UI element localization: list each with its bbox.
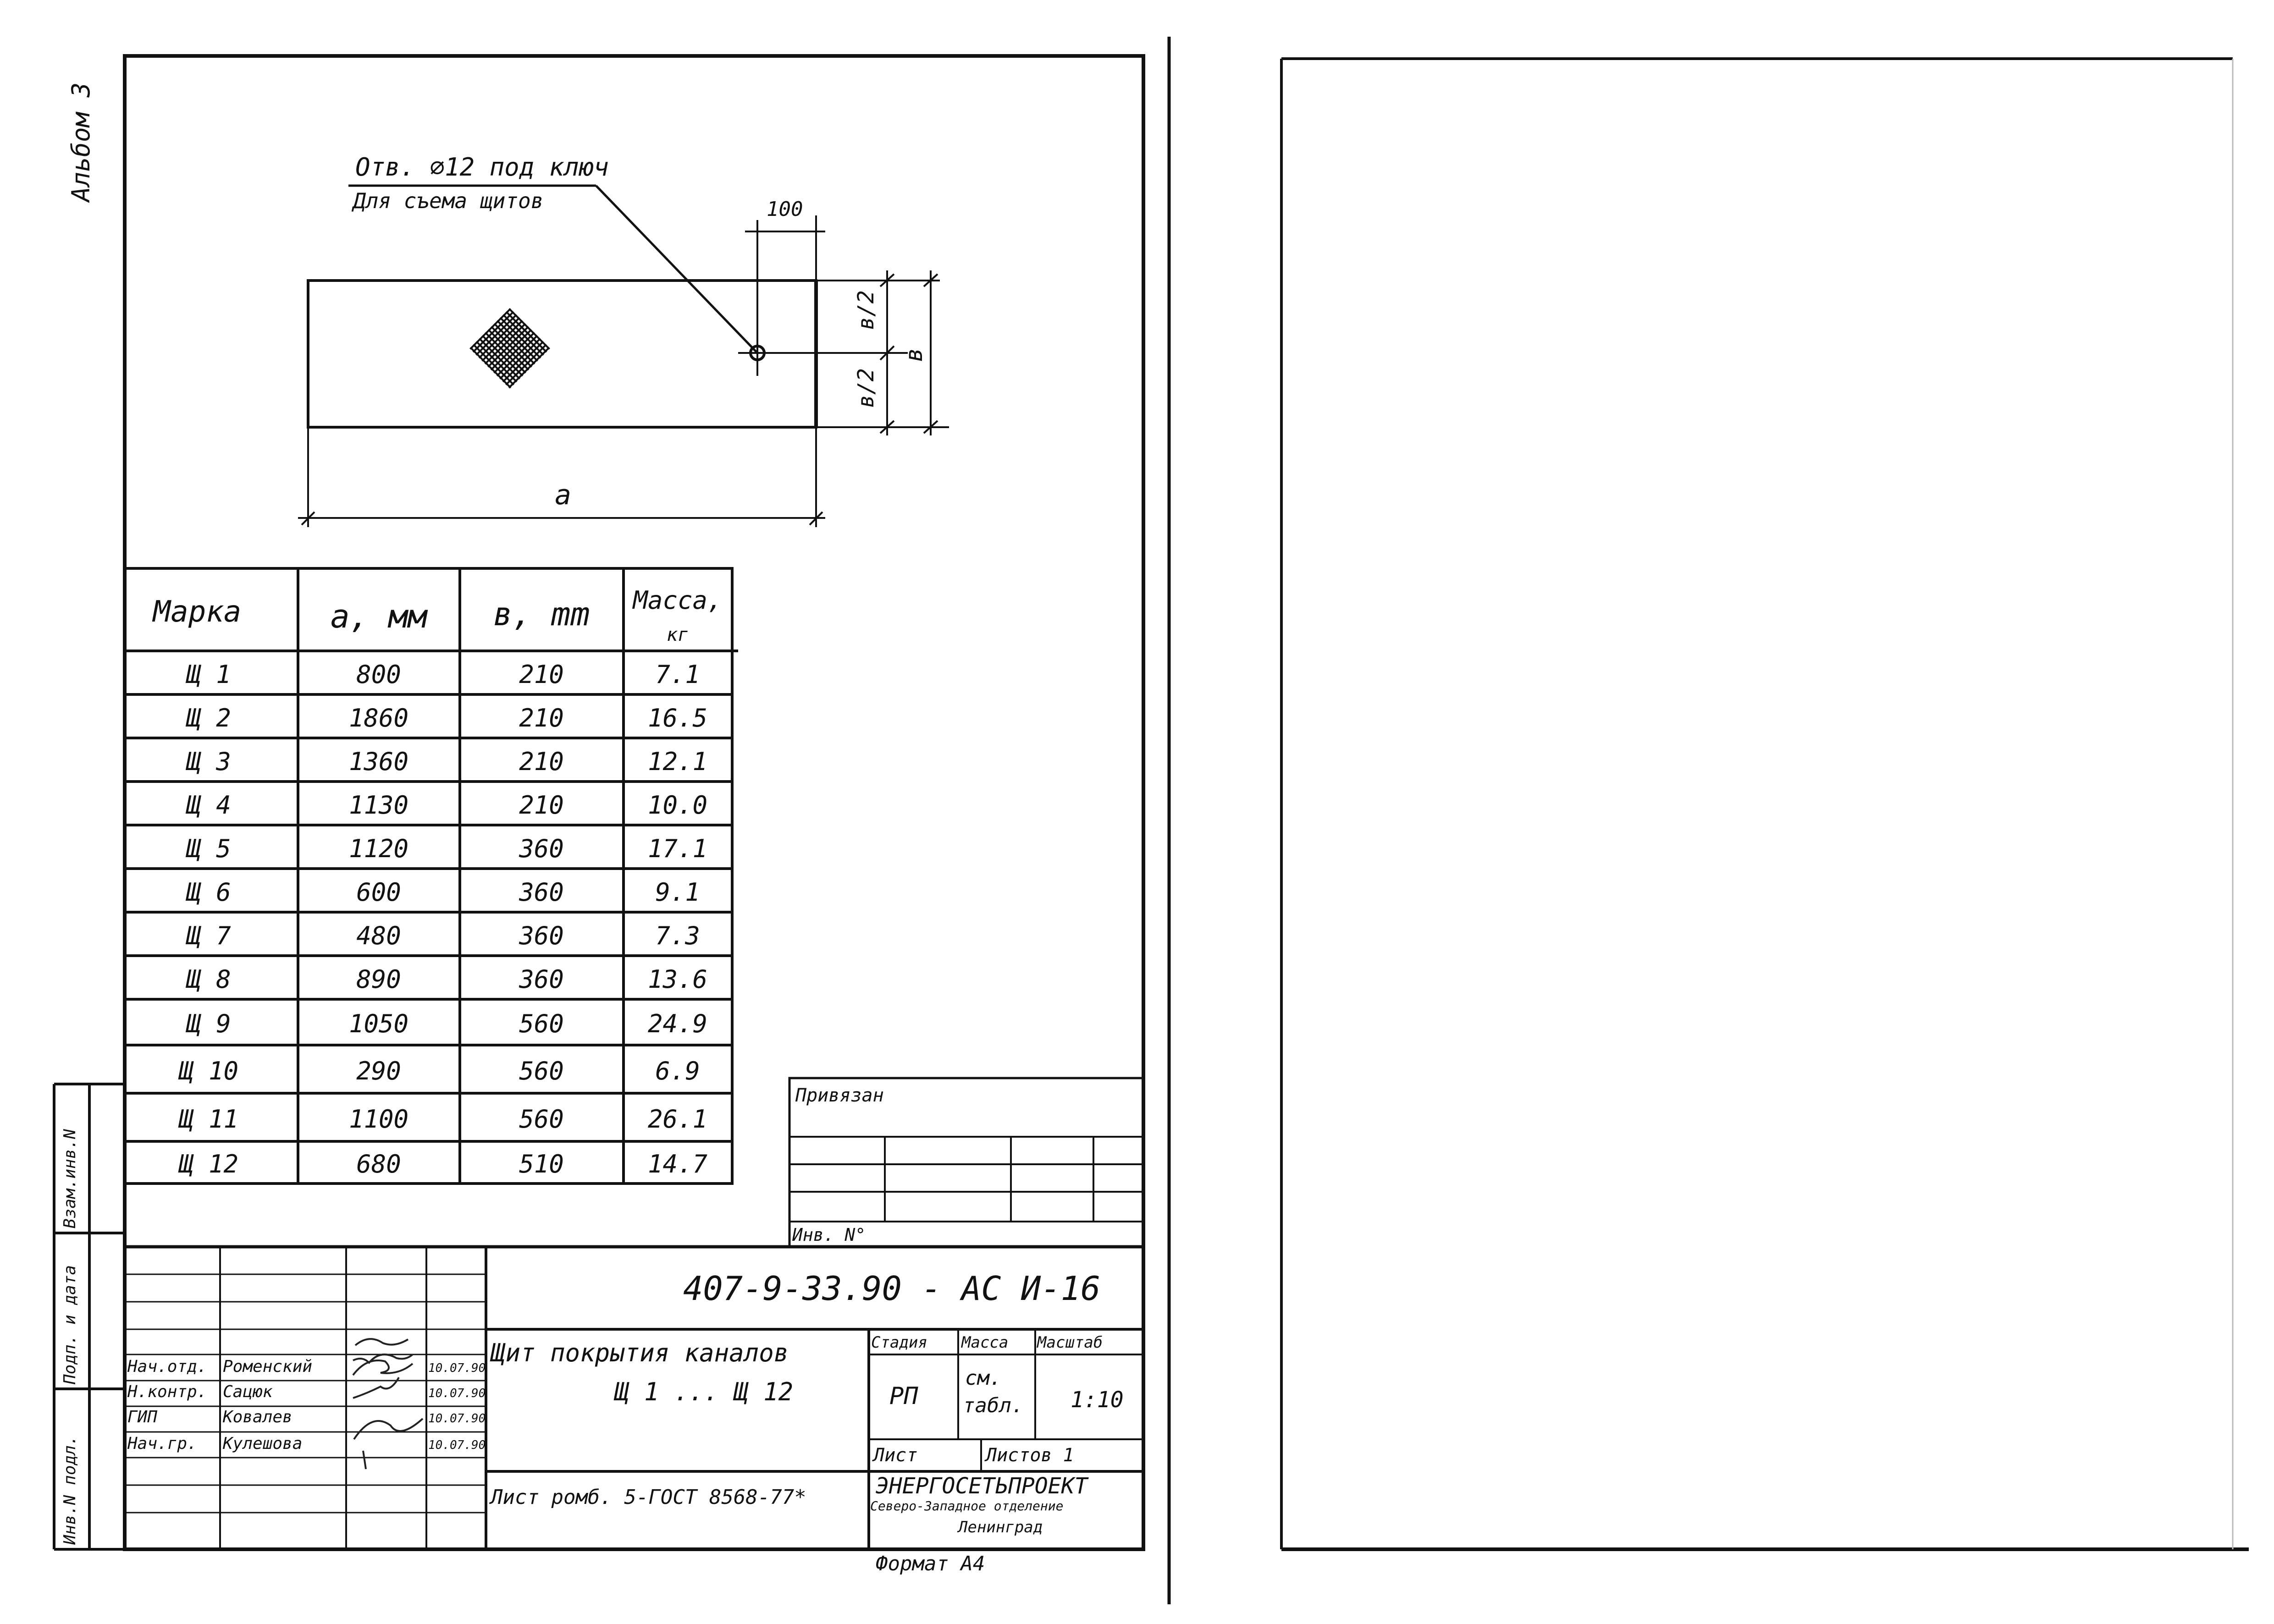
table-cell-mass: 7.1 <box>655 660 700 689</box>
organization-line3: Ленинград <box>958 1518 1043 1536</box>
stamp-label-inv: Инв.N подл. <box>61 1435 79 1545</box>
table-cell-mass: 17.1 <box>647 834 708 863</box>
header-a: а, мм <box>330 598 427 635</box>
table-cell-a: 1100 <box>348 1104 409 1134</box>
table-cell-mass: 10.0 <box>647 790 708 820</box>
table-cell-a: 1860 <box>348 703 409 732</box>
table-cell-mark: Щ 4 <box>186 790 231 820</box>
signature-date: 10.07.90 <box>428 1412 486 1426</box>
sheet-label: Лист <box>873 1445 918 1466</box>
table-cell-b: 210 <box>519 660 564 689</box>
organization-line1: ЭНЕРГОСЕТЬПРОЕКТ <box>876 1473 1088 1499</box>
table-cell-mass: 24.9 <box>647 1009 708 1038</box>
table-cell-mass: 13.6 <box>647 964 708 994</box>
table-cell-mass: 12.1 <box>647 747 708 776</box>
table-cell-b: 560 <box>519 1056 564 1085</box>
signature-name: Кулешова <box>223 1434 303 1453</box>
table-cell-b: 360 <box>519 834 564 863</box>
signature-date: 10.07.90 <box>428 1387 486 1400</box>
signature-role: ГИП <box>127 1408 158 1426</box>
stage-value: РП <box>889 1382 918 1410</box>
dim-b-label: в <box>900 347 928 362</box>
table-cell-a: 600 <box>356 877 401 907</box>
table-cell-a: 890 <box>356 964 401 994</box>
album-label: Альбом 3 <box>66 82 95 202</box>
table-cell-a: 1050 <box>348 1009 409 1038</box>
dim-b-half-bottom-label: в/2 <box>853 368 879 408</box>
table-cell-b: 560 <box>519 1104 564 1134</box>
table-cell-b: 210 <box>519 703 564 732</box>
document-name-line2: Щ 1 ... Щ 12 <box>614 1377 794 1406</box>
table-cell-b: 360 <box>519 964 564 994</box>
table-cell-mass: 16.5 <box>647 703 708 732</box>
table-cell-b: 360 <box>519 921 564 950</box>
signature-name: Ковалев <box>223 1408 293 1426</box>
privyazan-inv: Инв. N° <box>792 1225 866 1245</box>
signature-role: Н.контр. <box>127 1382 207 1401</box>
signature-scribbles <box>353 1339 423 1469</box>
table-cell-mark: Щ 6 <box>186 877 231 907</box>
table-cell-mark: Щ 10 <box>178 1056 239 1085</box>
sheets-label: Листов 1 <box>986 1445 1074 1466</box>
table-cell-mass: 26.1 <box>647 1104 708 1134</box>
mass-value-line1: см. <box>965 1366 1002 1390</box>
scale-header: Масштаб <box>1037 1333 1103 1352</box>
table-cell-mark: Щ 3 <box>186 747 231 776</box>
signature-name: Сацюк <box>223 1382 273 1401</box>
table-cell-mark: Щ 11 <box>178 1104 239 1134</box>
table-cell-mark: Щ 12 <box>178 1150 239 1178</box>
organization-line2: Северо-Западное отделение <box>870 1498 1064 1514</box>
table-cell-b: 560 <box>519 1009 564 1038</box>
note-leader <box>596 186 757 353</box>
table-cell-mark: Щ 8 <box>186 964 231 994</box>
signature-name: Роменский <box>223 1357 313 1376</box>
table-cell-b: 210 <box>519 747 564 776</box>
document-name-line1: Щит покрытия каналов <box>491 1338 789 1367</box>
stage-header: Стадия <box>871 1333 927 1352</box>
signature-date: 10.07.90 <box>428 1438 486 1452</box>
dim-a-label: а <box>555 479 572 511</box>
table-cell-mark: Щ 9 <box>186 1009 231 1038</box>
table-cell-a: 800 <box>356 660 401 689</box>
stamp-label-swap: Взам.инв.N <box>61 1129 79 1228</box>
hole-note-line1: Отв. ⌀12 под ключ <box>355 153 609 182</box>
signature-date: 10.07.90 <box>428 1361 486 1375</box>
table-cell-mass: 14.7 <box>647 1150 708 1178</box>
dim-100-label: 100 <box>767 198 803 221</box>
privyazan-title: Привязан <box>795 1085 884 1106</box>
table-cell-a: 1360 <box>348 747 409 776</box>
dim-b-half-top-label: в/2 <box>853 290 879 330</box>
format-label: Формат А4 <box>876 1552 985 1575</box>
table-cell-b: 510 <box>519 1150 564 1178</box>
mass-value-line2: табл. <box>963 1394 1024 1417</box>
header-mass-unit: кг <box>666 624 689 645</box>
header-b: в, mm <box>493 595 590 633</box>
table-cell-b: 210 <box>519 790 564 820</box>
scale-value: 1:10 <box>1071 1387 1124 1413</box>
table-cell-a: 290 <box>356 1056 401 1085</box>
mass-header: Масса <box>961 1333 1009 1352</box>
header-mark: Марка <box>153 595 242 629</box>
table-cell-mass: 9.1 <box>655 877 700 907</box>
table-cell-b: 360 <box>519 877 564 907</box>
table-cell-mark: Щ 1 <box>186 660 231 689</box>
table-cell-mass: 7.3 <box>655 921 700 950</box>
table-cell-mass: 6.9 <box>655 1056 700 1085</box>
table-cell-a: 680 <box>356 1150 401 1178</box>
signature-role: Нач.отд. <box>127 1357 207 1376</box>
table-cell-mark: Щ 5 <box>186 834 231 863</box>
signature-role: Нач.гр. <box>127 1434 197 1453</box>
document-designation: 407-9-33.90 - АС И-16 <box>683 1269 1101 1308</box>
table-cell-mark: Щ 2 <box>186 703 231 732</box>
table-cell-mark: Щ 7 <box>186 921 231 950</box>
stamp-label-sign: Подп. и дата <box>61 1265 79 1384</box>
mesh-symbol <box>469 227 550 469</box>
hole-note-line2: Для съема щитов <box>353 188 544 213</box>
table-cell-a: 1120 <box>348 834 409 863</box>
document-material: Лист ромб. 5-ГОСТ 8568-77* <box>491 1486 806 1509</box>
header-mass: Масса, <box>633 586 723 615</box>
table-cell-a: 1130 <box>348 790 409 820</box>
table-cell-a: 480 <box>356 921 401 950</box>
